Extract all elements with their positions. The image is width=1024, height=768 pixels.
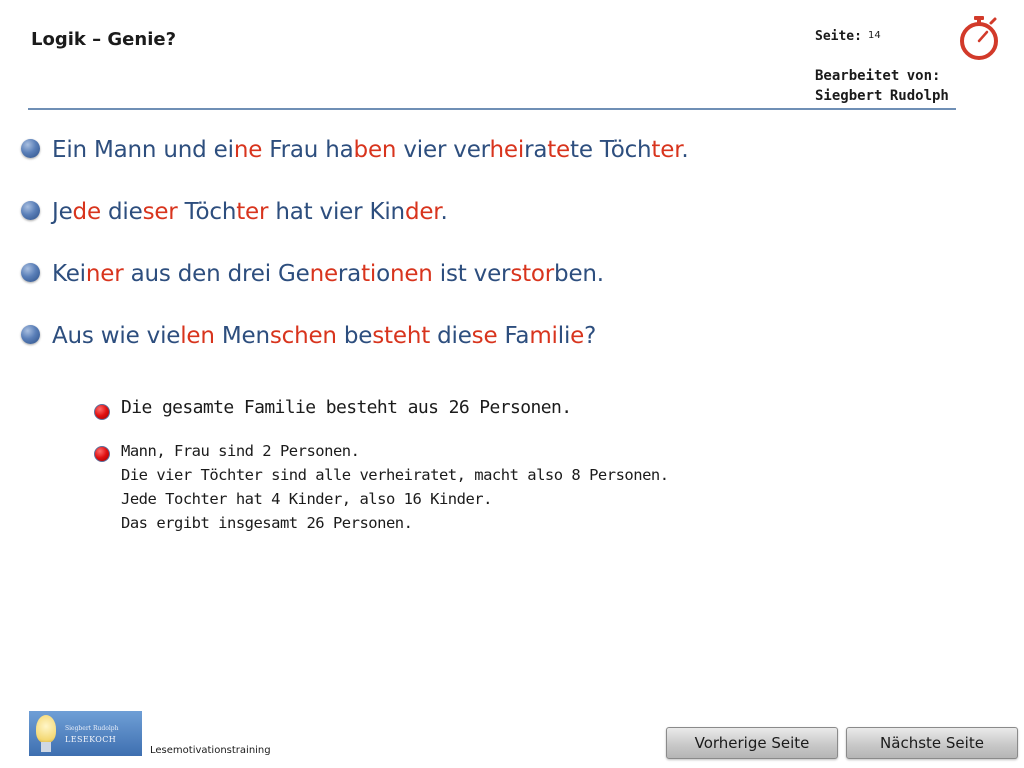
question-text — [52, 261, 604, 287]
lightbulb-base — [41, 742, 51, 752]
syllable-highlight: ben — [353, 137, 397, 163]
syllable-highlight: ter — [236, 199, 269, 225]
syllable: o — [376, 261, 390, 287]
syllable: te Töch — [570, 137, 652, 163]
syllable-highlight: de — [72, 199, 101, 225]
syllable: die — [100, 199, 143, 225]
previous-page-button[interactable]: Vorherige Seite — [666, 727, 838, 759]
syllable: ? — [584, 323, 597, 349]
question-text — [52, 137, 688, 163]
syllable: Je — [52, 199, 73, 225]
syllable-highlight: ne — [309, 261, 338, 287]
syllable-highlight: steht — [372, 323, 431, 349]
question-text — [52, 323, 596, 349]
answer-line: Mann, Frau sind 2 Personen. — [121, 442, 360, 460]
syllable-highlight: stor — [510, 261, 555, 287]
program-name: Lesemotivationstraining — [150, 745, 271, 756]
syllable: Ein Mann und ei — [52, 137, 234, 163]
syllable: Fa — [497, 323, 530, 349]
header-divider — [28, 108, 956, 110]
syllable-highlight: mi — [529, 323, 558, 349]
syllable: ist ver — [432, 261, 511, 287]
syllable-highlight: der — [404, 199, 441, 225]
syllable: be — [336, 323, 373, 349]
syllable-highlight: se — [471, 323, 498, 349]
bullet-icon — [21, 201, 40, 220]
syllable-highlight: e — [570, 323, 585, 349]
syllable: Men — [214, 323, 270, 349]
syllable-highlight: te — [547, 137, 570, 163]
next-page-button[interactable]: Nächste Seite — [846, 727, 1018, 759]
syllable: die — [430, 323, 472, 349]
page-title: Logik – Genie? — [31, 29, 177, 50]
answer-line: Das ergibt insgesamt 26 Personen. — [121, 514, 413, 532]
syllable-highlight: nen — [389, 261, 433, 287]
stopwatch-icon[interactable] — [955, 14, 1003, 62]
syllable: Frau ha — [262, 137, 354, 163]
answer-bullet-icon — [94, 404, 110, 420]
syllable: . — [681, 137, 689, 163]
syllable-highlight: hei — [489, 137, 525, 163]
syllable-highlight: ner — [85, 261, 124, 287]
syllable-highlight: ne — [233, 137, 263, 163]
syllable: hat vier Kin — [268, 199, 405, 225]
syllable: li — [557, 323, 571, 349]
syllable: aus den drei Ge — [123, 261, 310, 287]
syllable: Töch — [177, 199, 237, 225]
answer-bullet-icon — [94, 446, 110, 462]
syllable-highlight: schen — [269, 323, 337, 349]
bullet-icon — [21, 139, 40, 158]
logo-author: Siegbert Rudolph — [65, 725, 119, 732]
syllable-highlight: ti — [361, 261, 377, 287]
lightbulb-icon — [36, 715, 56, 743]
answer-line: Die vier Töchter sind alle verheiratet, macht also 8 Personen. — [121, 466, 669, 484]
author-name: Siegbert Rudolph — [815, 88, 949, 104]
page-label: Seite: — [815, 29, 862, 44]
bullet-icon — [21, 263, 40, 282]
answer-summary: Die gesamte Familie besteht aus 26 Personen. — [121, 397, 572, 418]
logo-wordmark: LESEKOCH — [65, 735, 117, 744]
syllable-highlight: ser — [142, 199, 178, 225]
syllable: ra — [337, 261, 362, 287]
edited-by-label: Bearbeitet von: — [815, 68, 941, 84]
edited-by — [815, 66, 949, 106]
syllable-highlight: ter — [651, 137, 682, 163]
syllable: ben. — [554, 261, 604, 287]
syllable: . — [440, 199, 448, 225]
question-text — [52, 199, 448, 225]
syllable: Aus wie vie — [52, 323, 181, 349]
syllable: Kei — [52, 261, 86, 287]
bullet-icon — [21, 325, 40, 344]
answer-explanation — [121, 439, 669, 535]
syllable: ra — [524, 137, 548, 163]
lesekoch-logo — [29, 711, 142, 756]
syllable-highlight: len — [180, 323, 215, 349]
syllable: vier ver — [396, 137, 490, 163]
answer-line: Jede Tochter hat 4 Kinder, also 16 Kinder. — [121, 490, 492, 508]
page-number: 14 — [868, 30, 881, 41]
